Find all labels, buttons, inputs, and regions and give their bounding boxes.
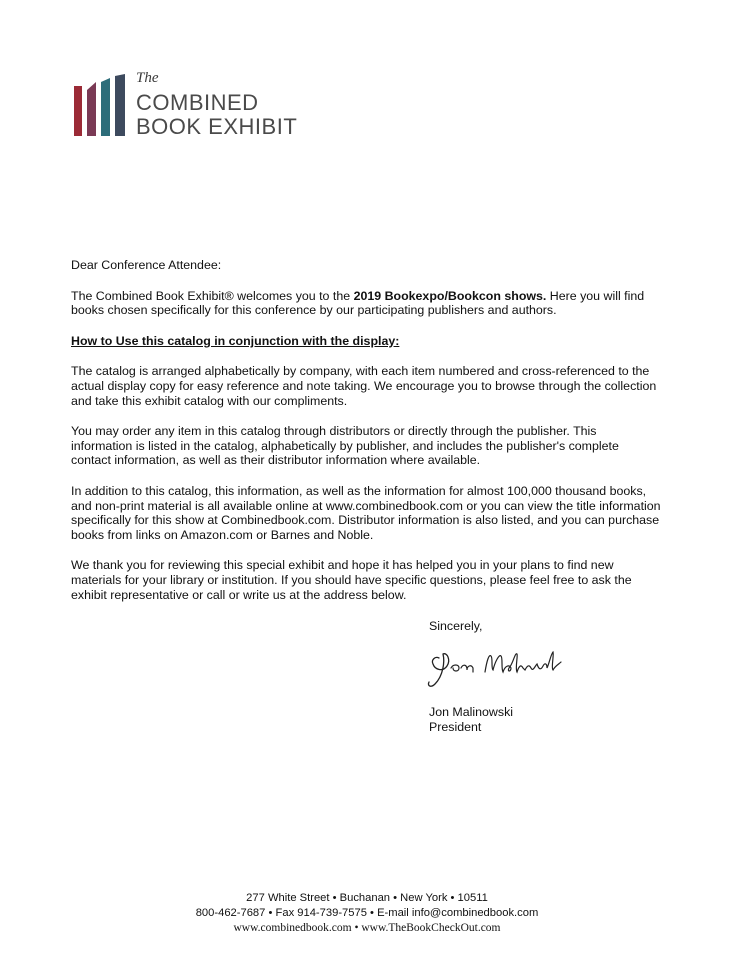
thanks-paragraph: We thank you for reviewing this special exhibit and hope it has helped you in your plans to find new materials for your library or institution. If you should have specific questions, please feel free to ask the exhibit representative or call or write us at the address below. bbox=[71, 558, 632, 602]
footer-websites: www.combinedbook.com • www.TheBookCheckOut.com bbox=[233, 922, 501, 934]
letterhead-footer bbox=[0, 891, 734, 936]
logo-line-2: BOOK EXHIBIT bbox=[136, 114, 298, 139]
footer-address: 277 White Street • Buchanan • New York • 10511 bbox=[246, 892, 488, 904]
section-heading: How to Use this catalog in conjunction with the display: bbox=[71, 333, 400, 348]
book-spine-maroon bbox=[87, 82, 96, 136]
closing: Sincerely, bbox=[429, 619, 483, 633]
online-paragraph: In addition to this catalog, this information, as well as the information for almost 100,000 thousand books, and non-print material is all available online at www.combinedbook.com or you can view the title information specifically for this show at Combinedbook.com. Distributor information is also listed, and you can purchase books from links on Amazon.com or Barnes and Noble. bbox=[71, 483, 661, 542]
intro-paragraph bbox=[71, 289, 661, 318]
signature-image bbox=[425, 640, 575, 690]
company-logo bbox=[72, 70, 332, 142]
signer-block bbox=[429, 705, 513, 735]
intro-text-end: Here you will find books chosen specifically for this conference by our participating publishers and authors. bbox=[71, 288, 645, 318]
show-name: 2019 Bookexpo/Bookcon shows. bbox=[353, 288, 547, 303]
book-spine-teal bbox=[101, 78, 110, 136]
logo-the: The bbox=[136, 70, 159, 86]
signer-name: Jon Malinowski bbox=[429, 705, 514, 719]
letter-body bbox=[71, 258, 661, 618]
book-spines-icon bbox=[72, 72, 134, 138]
ordering-paragraph: You may order any item in this catalog through distributors or directly through the publisher. This information is listed in the catalog, alphabetically by publisher, and includes the publisher's complete contact information, as well as their distributor information where available. bbox=[71, 424, 619, 468]
catalog-paragraph: The catalog is arranged alphabetically by company, with each item numbered and cross-referenced to the actual display copy for easy reference and note taking. We encourage you to browse through the collection and take this exhibit catalog with our compliments. bbox=[71, 364, 657, 408]
book-spine-red bbox=[74, 86, 82, 136]
footer-contact: 800-462-7687 • Fax 914-739-7575 • E-mail info@combinedbook.com bbox=[195, 907, 539, 919]
signer-title: President bbox=[429, 720, 482, 734]
intro-text: The Combined Book Exhibit® welcomes you to the bbox=[71, 288, 354, 303]
salutation: Dear Conference Attendee: bbox=[71, 258, 222, 272]
book-spine-slate bbox=[115, 74, 125, 136]
logo-line-1: COMBINED bbox=[136, 90, 259, 115]
